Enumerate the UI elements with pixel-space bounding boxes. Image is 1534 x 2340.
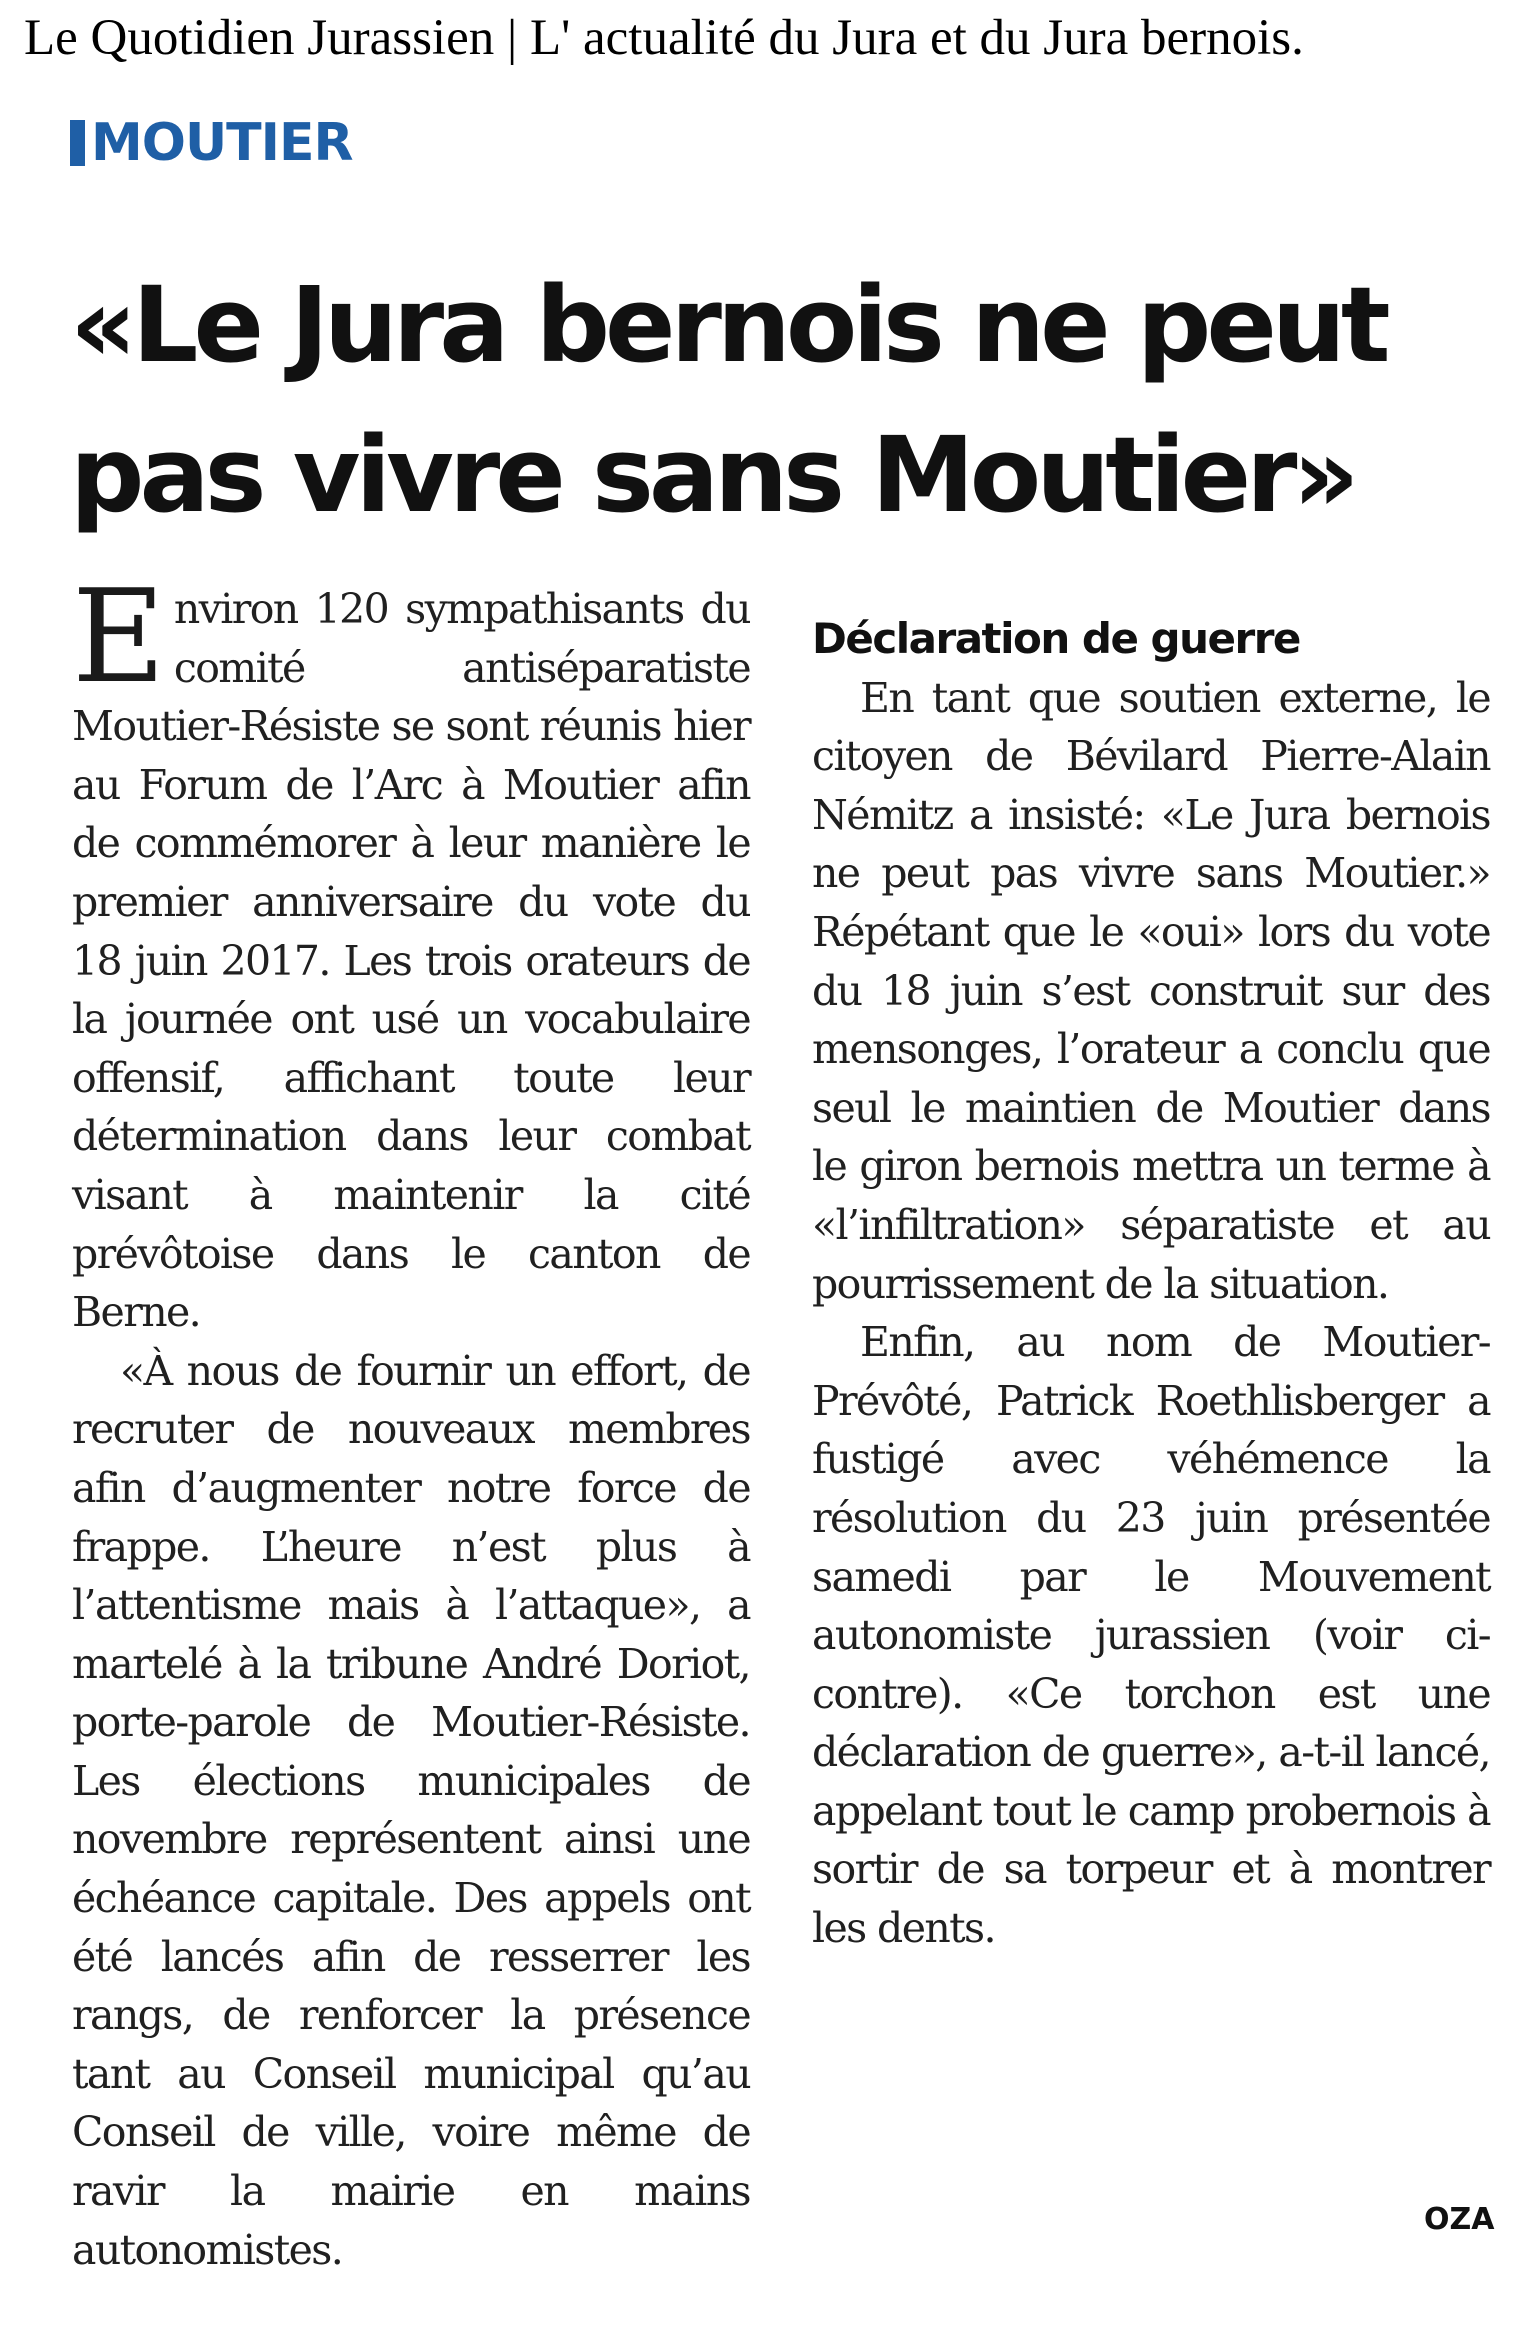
paragraph-3: En tant que soutien externe, le citoyen de Bévilard Pierre-Alain Némitz a insisté: «Le Jura bernois ne peut pas vivre sans Moutier.» Répétant que le «oui» lors du vote du 18 juin s’est construit sur des mensonges, l’orateur a conclu que seul le maintien de Moutier dans le giron bernois mettra un terme à «l’infiltration» séparatiste et au pourrissement de la situation. <box>812 673 1490 1308</box>
article-subheading: Déclaration de guerre <box>812 614 1300 663</box>
paragraph-4: Enfin, au nom de Moutier-Prévôté, Patrick Roethlisberger a fustigé avec véhémence la résolution du 23 juin présentée samedi par le Mouvement autonomiste jurassien (voir ci-contre). «Ce torchon est une déclaration de guerre», a-t-il lancé, appelant tout le camp probernois à sortir de sa torpeur et à montrer les dents. <box>812 1318 1490 1953</box>
rubric-marker <box>70 120 85 166</box>
author-signature: OZA <box>1424 2202 1495 2237</box>
article-headline: «Le Jura bernois ne peut pas vivre sans Moutier» <box>70 264 1386 536</box>
drop-cap: E <box>72 563 164 712</box>
article-column-left <box>72 563 750 2279</box>
section-rubric <box>70 112 353 174</box>
paragraph-2 <box>72 1342 750 2280</box>
article-column-right <box>812 580 1490 1958</box>
lead-paragraph-block <box>72 563 750 1342</box>
rubric-label: MOUTIER <box>91 113 353 173</box>
site-title: Le Quotidien Jurassien | L' actualité du Jura et du Jura bernois. <box>24 10 1304 66</box>
paragraph-2-text: «À nous de fournir un effort, de recruter de nouveaux membres afin d’augmenter notre force de frappe. L’heure n’est plus à l’attentisme mais à l’attaque», a martelé à la tribune André Doriot, porte-parole de Moutier-Résiste. Les élections municipales de novembre représentent ainsi une échéance capitale. Des appels ont été lancés afin de resserrer les rangs, de renforcer la présence tant au Conseil municipal qu’au Conseil de ville, voire même de ravir la mairie en mains autonomistes. <box>72 1346 750 2274</box>
lead-paragraph: nviron 120 sympathisants du comité antiséparatiste Moutier-Résiste se sont réunis hier au Forum de l’Arc à Moutier afin de commémorer à leur manière le premier anniversaire du vote du 18 juin 2017. Les trois orateurs de la journée ont usé un vocabulaire offensif, affichant toute leur détermination dans leur combat visant à maintenir la cité prévôtoise dans le canton de Berne. <box>72 585 750 1337</box>
